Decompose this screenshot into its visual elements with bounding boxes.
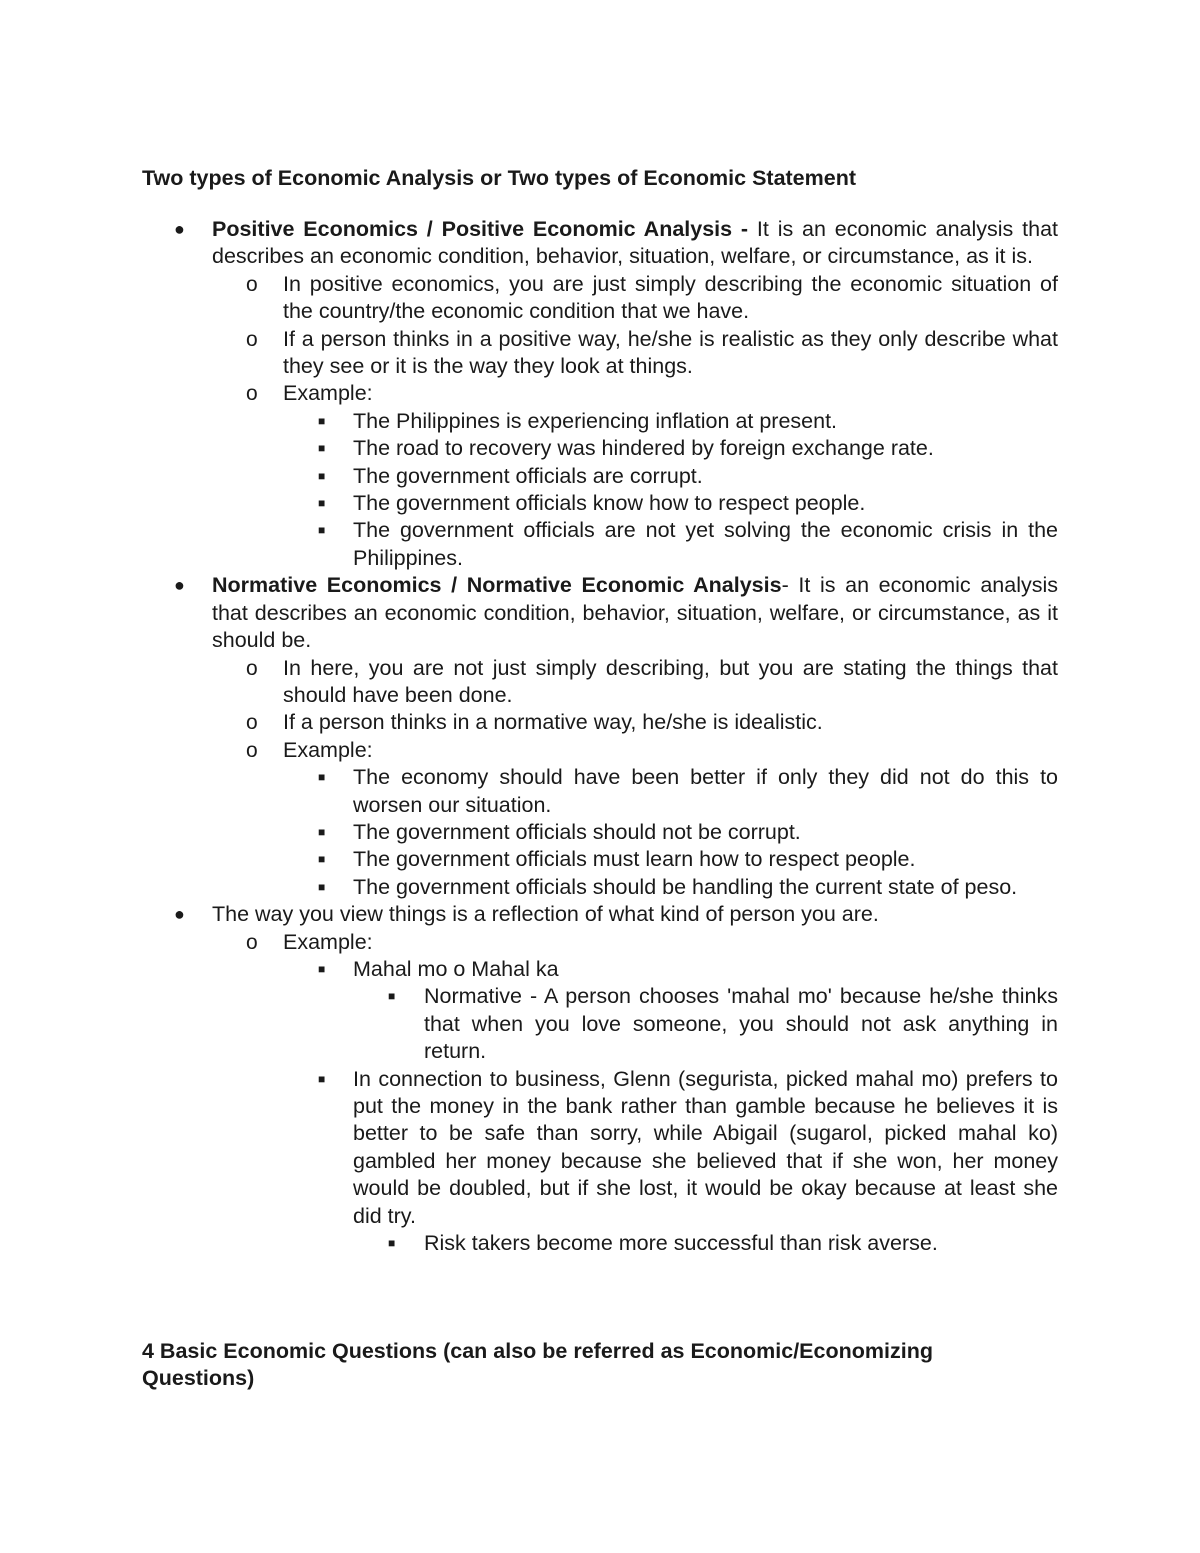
list-item-example-label [142, 929, 1058, 956]
definition-positive: It is an economic analysis that describes an economic condition, behavior, situation, welfare, or circumstance, as it is. [212, 217, 1058, 269]
list-item-text: The way you view things is a reflection of what kind of person you are. [212, 902, 879, 927]
list-item-example [142, 874, 1058, 901]
list-item-text: In connection to business, Glenn (segurista, picked mahal mo) prefers to put the money in the bank rather than gamble because he believes it is better to be safe than sorry, while Abigail (sugarol, picked mahal ko) gambled her money because she believed that if she won, her money would be doubled, but if she lost, it would be okay because at least she did try. [353, 1066, 1058, 1228]
list-item-example-detail [142, 983, 1058, 1065]
list-item-text: In here, you are not just simply describing, but you are stating the things that should have been done. [283, 655, 1058, 707]
bullet-square: ■ [318, 824, 326, 839]
list-item-example [142, 819, 1058, 846]
bullet-circle: o [246, 382, 258, 406]
list-item-text: The government officials know how to respect people. [353, 491, 866, 516]
bullet-circle: o [246, 738, 258, 762]
list-item-example-detail [142, 1230, 1058, 1257]
bullet-circle: o [246, 327, 258, 351]
list-item-example [142, 408, 1058, 435]
list-item-text: If a person thinks in a normative way, he/she is idealistic. [283, 710, 823, 735]
list-item-text: The government officials are not yet solving the economic crisis in the Philippines. [353, 518, 1058, 570]
list-item-text: The economy should have been better if only they did not do this to worsen our situation. [353, 765, 1058, 817]
list-item-view-reflection [142, 901, 1058, 928]
bullet-square: ■ [318, 770, 326, 785]
list-item-text: The government officials should be handling the current state of peso. [353, 874, 1018, 899]
list-item-text: The government officials must learn how to respect people. [353, 847, 916, 872]
section-heading-economic-analysis: Two types of Economic Analysis or Two types of Economic Statement [142, 166, 857, 190]
bullet-square: ■ [318, 468, 326, 483]
list-item-text: Normative - A person chooses 'mahal mo' because he/she thinks that when you love someone, you should not ask anything in return. [424, 984, 1058, 1064]
bullet-square: ■ [388, 989, 396, 1004]
definition-normative: - It is an economic analysis that describes an economic condition, behavior, situation, welfare, or circumstance, as it should be. [212, 573, 1058, 653]
list-item-text: The government officials are corrupt. [353, 463, 703, 488]
list-item-example [142, 1066, 1058, 1230]
bullet-circle: o [246, 711, 258, 735]
list-item-text: In positive economics, you are just simply describing the economic situation of the country/the economic condition that we have. [283, 271, 1058, 324]
list-item-positive-economics [142, 216, 1058, 271]
bullet-square: ■ [318, 496, 326, 511]
list-item-text: The government officials should not be corrupt. [353, 819, 801, 844]
bullet-square: ■ [318, 413, 326, 428]
list-item [142, 655, 1058, 710]
list-item [142, 709, 1058, 736]
list-item-text: Example: [283, 929, 373, 954]
bullet-dot: ● [174, 219, 185, 239]
list-item-example [142, 517, 1058, 572]
bullet-square: ■ [388, 1236, 396, 1251]
list-item-text: Risk takers become more successful than risk averse. [424, 1231, 938, 1256]
list-item-example-label [142, 380, 1058, 407]
list-item-text: If a person thinks in a positive way, he/she is realistic as they only describe what they see or it is the way they look at things. [283, 326, 1058, 379]
list-item-example [142, 846, 1058, 873]
bullet-square: ■ [318, 441, 326, 456]
bullet-dot: ● [174, 575, 185, 596]
bullet-circle: o [246, 930, 258, 954]
term-normative-economics: Normative Economics / Normative Economic Analysis [212, 573, 782, 598]
list-item [142, 326, 1058, 381]
list-item-example [142, 956, 1058, 983]
main-bullet-list [142, 216, 1058, 1257]
bullet-circle: o [246, 272, 258, 296]
list-item-text: Example: [283, 737, 373, 762]
list-item-normative-economics [142, 572, 1058, 654]
bullet-square: ■ [318, 961, 326, 976]
list-item-text: Example: [283, 381, 373, 406]
list-item-example [142, 764, 1058, 819]
bullet-dot: ● [174, 904, 185, 925]
list-item-example-label [142, 737, 1058, 764]
bullet-square: ■ [318, 523, 326, 538]
list-item-text: Mahal mo o Mahal ka [353, 956, 559, 981]
list-item-example [142, 463, 1058, 490]
term-positive-economics: Positive Economics / Positive Economic Analysis - [212, 217, 757, 241]
list-item-text: The road to recovery was hindered by foreign exchange rate. [353, 436, 934, 461]
bullet-square: ■ [318, 1071, 326, 1086]
list-item-example [142, 435, 1058, 462]
bullet-square: ■ [318, 879, 326, 894]
bullet-circle: o [246, 656, 258, 680]
section-heading-basic-questions: 4 Basic Economic Questions (can also be referred as Economic/Economizing Questions) [142, 1339, 933, 1390]
bullet-square: ■ [318, 852, 326, 867]
list-item-example [142, 490, 1058, 517]
list-item-text: The Philippines is experiencing inflation at present. [353, 408, 838, 433]
list-item [142, 271, 1058, 326]
